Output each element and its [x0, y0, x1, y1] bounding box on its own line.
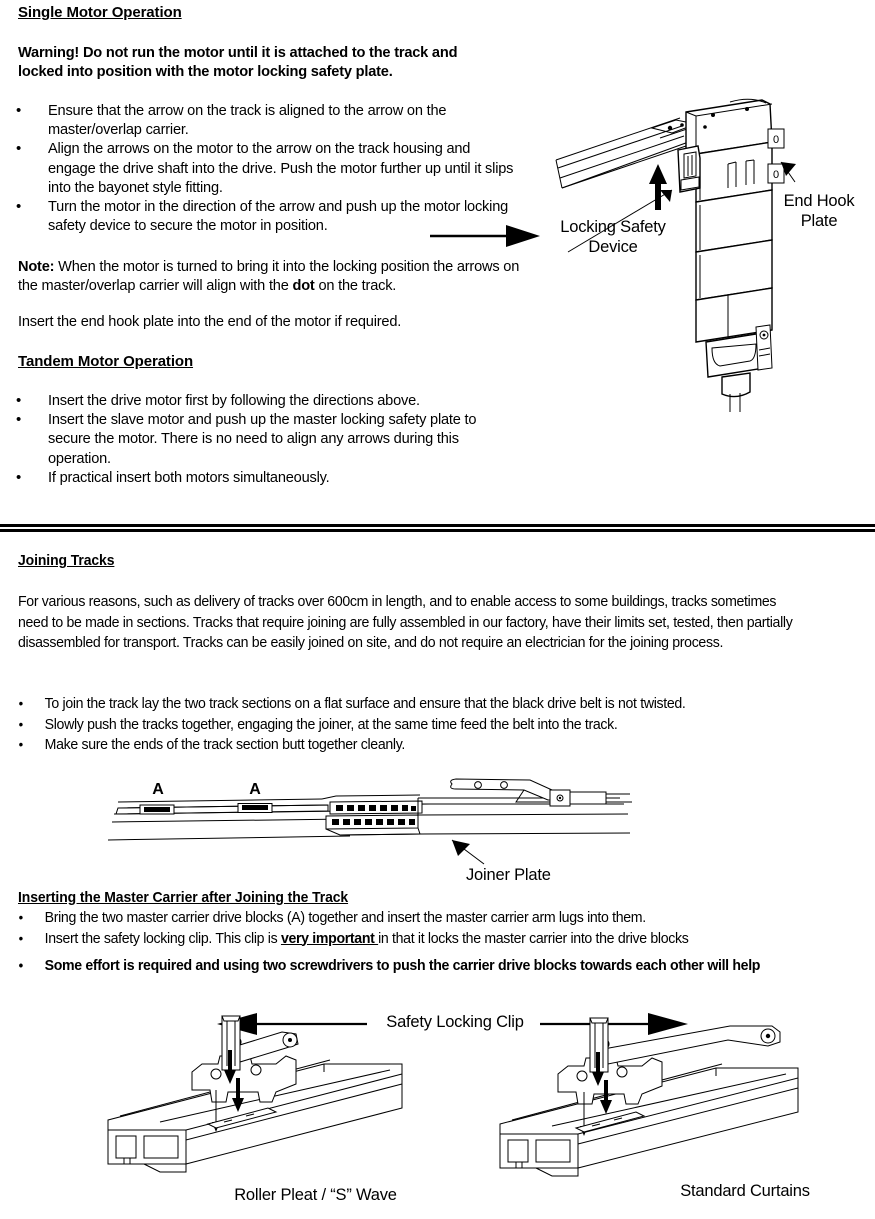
- section-divider: [0, 524, 875, 532]
- warning-text: [18, 44, 518, 82]
- list-item: • Turn the motor in the direction of the arrow and push up the motor locking safety device to secure the motor in position.: [0, 198, 520, 236]
- list-item: • Bring the two master carrier drive blocks (A) together and insert the master carrier arm lugs into them.: [0, 908, 800, 929]
- note-paragraph: [18, 258, 528, 296]
- list-item: [0, 929, 800, 950]
- bullet-emphasis-very-important: very important: [280, 929, 375, 947]
- diagram-label-safety-locking-clip: Safety Locking Clip: [386, 1013, 524, 1031]
- list-item: • If practical insert both motors simultaneously.: [0, 469, 520, 488]
- joining-tracks-paragraph: For various reasons, such as delivery of tracks over 600cm in length, and to enable access to some buildings, tracks sometimes need to be made in sections. Tracks that require joining are fully assembled in our factory, have their limits set, tested, then partially disassembled for transport. Tracks can be easily joined on site, and do not require an electrician for the joining process.: [18, 593, 793, 651]
- diagram-label-locking-safety-device: Locking Safety Device: [560, 218, 666, 256]
- bullet-text-part-2: in that it locks the master carrier into the drive blocks: [378, 929, 689, 947]
- note-text-part-1: When the motor is turned to bring it into the locking position the arrows on the master/overlap carrier will align with the: [18, 259, 520, 294]
- joiner-plate-pointer-arrow: [452, 840, 484, 864]
- master-carrier-bullet-list: [0, 908, 800, 977]
- motor-port-mark-top: 0: [772, 134, 780, 146]
- drive-block-label-a-left: A: [152, 781, 164, 798]
- diagram-caption-standard-curtains: Standard Curtains: [680, 1182, 810, 1200]
- bullet-text-part-1: Insert the safety locking clip. This clip is: [44, 929, 278, 947]
- warning-line-2: locked into position with the motor locking safety plate.: [18, 64, 393, 80]
- note-text-part-2: on the track.: [318, 278, 397, 294]
- warning-line-1: Warning! Do not run the motor until it is attached to the track and: [18, 45, 458, 61]
- up-arrow-icon: [649, 164, 667, 210]
- pointer-arrow-to-locking-device: [430, 222, 545, 250]
- carrier-diagram-roller-pleat: [100, 1012, 410, 1182]
- section-title-master-carrier: Inserting the Master Carrier after Joining the Track: [18, 889, 349, 906]
- list-item: • Insert the slave motor and push up the master locking safety plate to secure the motor. There is no need to align any arrows during this operation.: [0, 411, 520, 469]
- end-hook-paragraph: Insert the end hook plate into the end of the motor if required.: [18, 314, 402, 330]
- diagram-label-end-hook-plate: End Hook Plate: [783, 192, 855, 230]
- section-title-tandem-motor: Tandem Motor Operation: [18, 353, 194, 370]
- list-item: • To join the track lay the two track sections on a flat surface and ensure that the black drive belt is not twisted.: [0, 694, 800, 715]
- diagram-label-joiner-plate: Joiner Plate: [466, 866, 551, 884]
- note-emphasis-dot: dot: [292, 278, 315, 294]
- joining-tracks-bullet-list: [0, 694, 800, 756]
- section-title-joining-tracks: Joining Tracks: [18, 552, 115, 569]
- joiner-plate-diagram: [100, 778, 640, 868]
- drive-block-label-a-right: A: [249, 781, 261, 798]
- list-item: • Insert the drive motor first by following the directions above.: [0, 392, 520, 411]
- list-item: • Some effort is required and using two screwdrivers to push the carrier drive blocks towards each other will help: [0, 956, 800, 977]
- list-item: • Ensure that the arrow on the track is aligned to the arrow on the master/overlap carrier.: [0, 102, 520, 140]
- list-item: • Make sure the ends of the track section butt together cleanly.: [0, 735, 800, 756]
- carrier-diagram-standard-curtains: [480, 1012, 810, 1182]
- motor-port-mark-bottom: 0: [772, 169, 780, 181]
- single-motor-bullet-list: [0, 102, 520, 236]
- note-label: Note:: [18, 259, 55, 275]
- list-item: • Slowly push the tracks together, engaging the joiner, at the same time feed the belt into the track.: [0, 715, 800, 736]
- section-title-single-motor: Single Motor Operation: [18, 4, 182, 21]
- diagram-caption-roller-pleat: Roller Pleat / “S” Wave: [234, 1186, 397, 1204]
- tandem-motor-bullet-list: [0, 392, 520, 488]
- list-item: • Align the arrows on the motor to the arrow on the track housing and engage the drive shaft into the drive. Push the motor further up until it slips into the bayonet style fitting.: [0, 140, 520, 198]
